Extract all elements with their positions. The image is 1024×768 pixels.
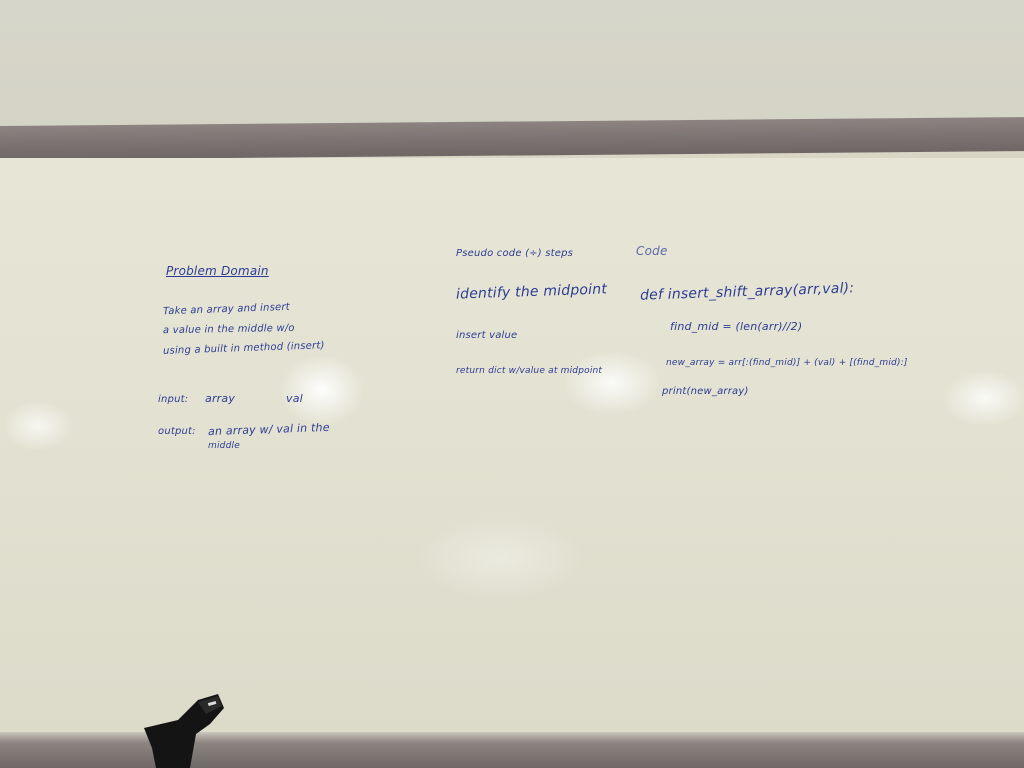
output-text: an array w/ val in the (207, 420, 330, 439)
problem-line-2: a value in the middle w/o (162, 322, 295, 337)
input-array: array (205, 392, 236, 405)
pseudo-step-1: identify the midpoint (455, 281, 608, 303)
pseudo-code-title: Pseudo code (÷) steps (456, 248, 574, 259)
pseudo-step-3: return dict w/value at midpoint (456, 366, 603, 376)
code-title: Code (636, 244, 668, 258)
output-text-2: middle (208, 441, 240, 451)
input-label: input: (158, 394, 189, 405)
code-line-1: def insert_shift_array(arr,val): (639, 280, 855, 304)
problem-domain-title: Problem Domain (166, 264, 269, 278)
eraser-icon (138, 690, 228, 768)
whiteboard (0, 158, 1024, 738)
code-line-2: find_mid = (len(arr)//2) (670, 320, 803, 333)
pseudo-step-2: insert value (456, 330, 518, 341)
input-val: val (286, 392, 303, 405)
problem-line-3: using a built in method (insert) (162, 340, 325, 357)
code-line-3: new_array = arr[:(find_mid)] + (val) + [(find_mid):] (666, 358, 908, 368)
output-label: output: (158, 426, 196, 437)
problem-line-1: Take an array and insert (162, 301, 290, 318)
code-line-4: print(new_array) (662, 386, 749, 397)
